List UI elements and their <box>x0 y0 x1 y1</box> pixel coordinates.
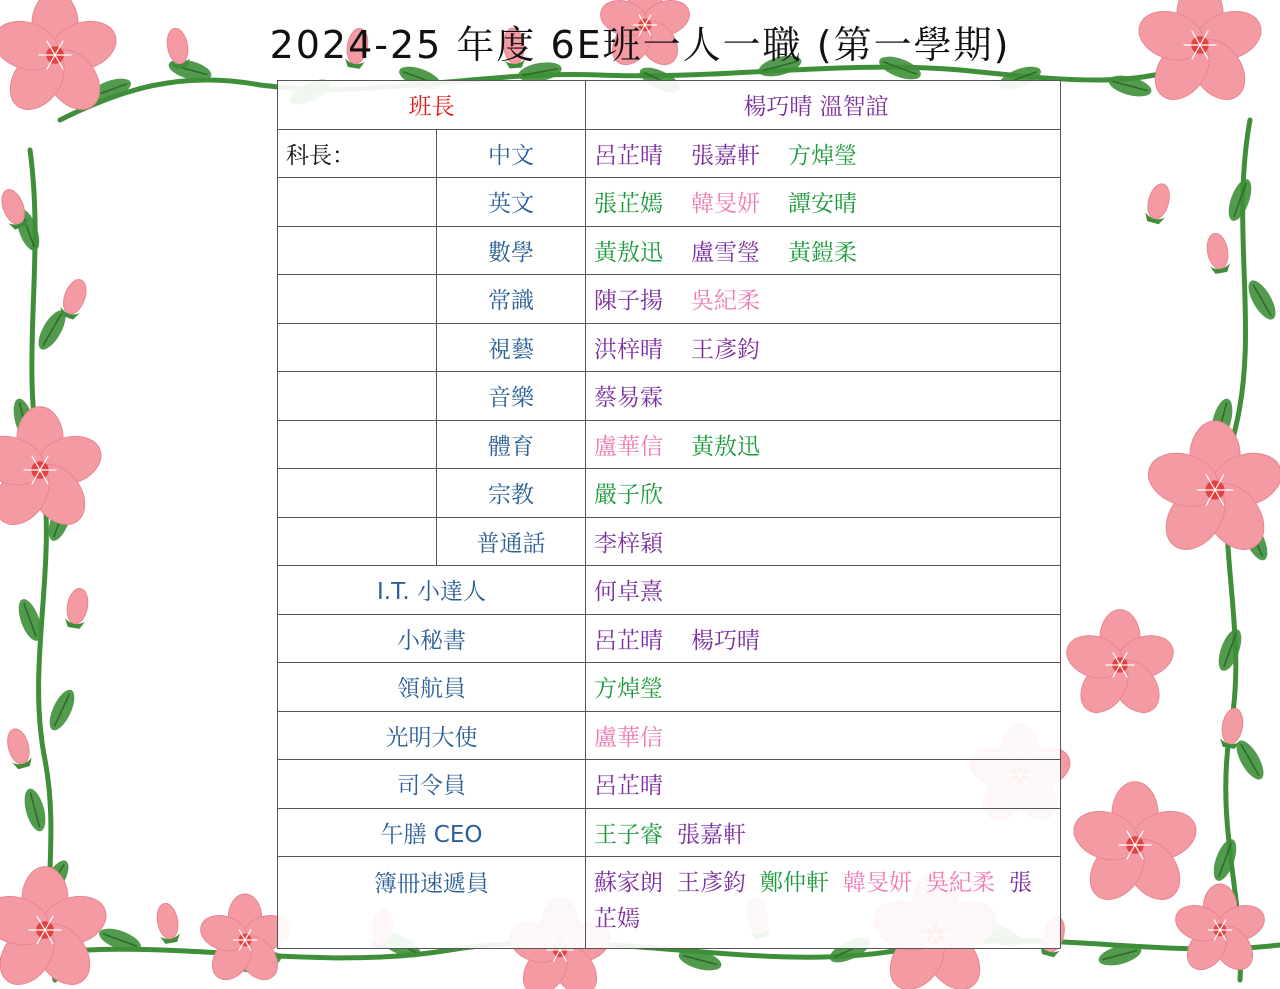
names-cell <box>586 129 1061 178</box>
student-name: 方焯瑩 <box>594 676 663 703</box>
subject-label: 常識 <box>437 275 586 324</box>
student-name: 吳紀柔 <box>926 870 995 896</box>
names-cell <box>586 663 1061 712</box>
duty-label: 簿冊速遞員 <box>278 857 586 949</box>
subject-label: 體育 <box>437 420 586 469</box>
table-row <box>278 663 1061 712</box>
student-name: 黃鎧柔 <box>788 239 857 266</box>
table-row <box>278 808 1061 857</box>
table-row <box>278 566 1061 615</box>
names-cell <box>586 469 1061 518</box>
table-row <box>278 857 1061 949</box>
names-cell <box>586 711 1061 760</box>
table-row <box>278 760 1061 809</box>
student-name: 王彥鈞 <box>677 870 746 896</box>
table-row <box>278 81 1061 130</box>
student-name: 蔡易霖 <box>594 385 663 412</box>
table-row <box>278 711 1061 760</box>
table-row <box>278 275 1061 324</box>
student-name: 張芷嫣 <box>594 870 1032 932</box>
empty-cell <box>278 420 437 469</box>
subject-label: 音樂 <box>437 372 586 421</box>
student-name: 楊巧晴 <box>691 627 760 654</box>
names-cell <box>586 226 1061 275</box>
student-name: 張芷嫣 <box>594 191 663 218</box>
student-name: 呂芷晴 <box>594 627 663 654</box>
duty-roster-table <box>277 80 1061 949</box>
student-name: 蘇家朗 <box>594 870 663 896</box>
duty-label: 領航員 <box>278 663 586 712</box>
names-cell <box>586 178 1061 227</box>
student-name: 韓旻妍 <box>691 191 760 218</box>
student-name: 陳子揚 <box>594 288 663 315</box>
names-cell <box>586 517 1061 566</box>
subject-heading: 科長： <box>278 129 437 178</box>
subject-label: 普通話 <box>437 517 586 566</box>
student-name: 王彥鈞 <box>691 336 760 363</box>
table-row <box>278 226 1061 275</box>
table-row <box>278 372 1061 421</box>
names-cell <box>586 857 1061 949</box>
duty-label: 司令員 <box>278 760 586 809</box>
subject-label: 英文 <box>437 178 586 227</box>
duty-label: I.T. 小達人 <box>278 566 586 615</box>
empty-cell <box>278 275 437 324</box>
subject-label: 中文 <box>437 129 586 178</box>
student-name: 韓旻妍 <box>843 870 912 896</box>
duty-label: 小秘書 <box>278 614 586 663</box>
student-name: 鄭仲軒 <box>760 870 829 896</box>
subject-label: 視藝 <box>437 323 586 372</box>
student-name: 盧雪瑩 <box>691 239 760 266</box>
empty-cell <box>278 517 437 566</box>
names-cell <box>586 566 1061 615</box>
empty-cell <box>278 178 437 227</box>
names-cell <box>586 323 1061 372</box>
student-name: 方焯瑩 <box>788 142 857 169</box>
student-name: 張嘉軒 <box>677 821 746 848</box>
duty-label: 光明大使 <box>278 711 586 760</box>
student-name: 呂芷晴 <box>594 773 663 800</box>
table-row <box>278 323 1061 372</box>
names-cell <box>586 372 1061 421</box>
empty-cell <box>278 226 437 275</box>
student-name: 黃敖迅 <box>691 433 760 460</box>
student-name: 呂芷晴 <box>594 142 663 169</box>
student-name: 吳紀柔 <box>691 288 760 315</box>
empty-cell <box>278 323 437 372</box>
student-name: 楊巧晴 溫智誼 <box>743 94 889 121</box>
student-name: 張嘉軒 <box>691 142 760 169</box>
empty-cell <box>278 372 437 421</box>
student-name: 黃敖迅 <box>594 239 663 266</box>
subject-label: 數學 <box>437 226 586 275</box>
student-name: 何卓熹 <box>594 579 663 606</box>
page-title: 2024-25 年度 6E班一人一職 (第一學期) <box>269 23 1011 67</box>
student-name: 嚴子欣 <box>594 482 663 509</box>
student-name: 譚安晴 <box>788 191 857 218</box>
empty-cell <box>278 469 437 518</box>
student-name: 洪梓晴 <box>594 336 663 363</box>
names-cell <box>586 420 1061 469</box>
names-cell <box>586 614 1061 663</box>
role-label: 班長 <box>278 81 586 130</box>
student-name: 盧華信 <box>594 724 663 751</box>
student-name: 盧華信 <box>594 433 663 460</box>
duty-label: 午膳 CEO <box>278 808 586 857</box>
student-name: 李梓穎 <box>594 530 663 557</box>
names-cell <box>586 760 1061 809</box>
table-row <box>278 129 1061 178</box>
subject-label: 宗教 <box>437 469 586 518</box>
table-row <box>278 420 1061 469</box>
table-row <box>278 469 1061 518</box>
table-row <box>278 614 1061 663</box>
names-cell <box>586 81 1061 130</box>
names-cell <box>586 275 1061 324</box>
table-row <box>278 517 1061 566</box>
table-row <box>278 178 1061 227</box>
names-cell <box>586 808 1061 857</box>
student-name: 王子睿 <box>594 821 663 848</box>
